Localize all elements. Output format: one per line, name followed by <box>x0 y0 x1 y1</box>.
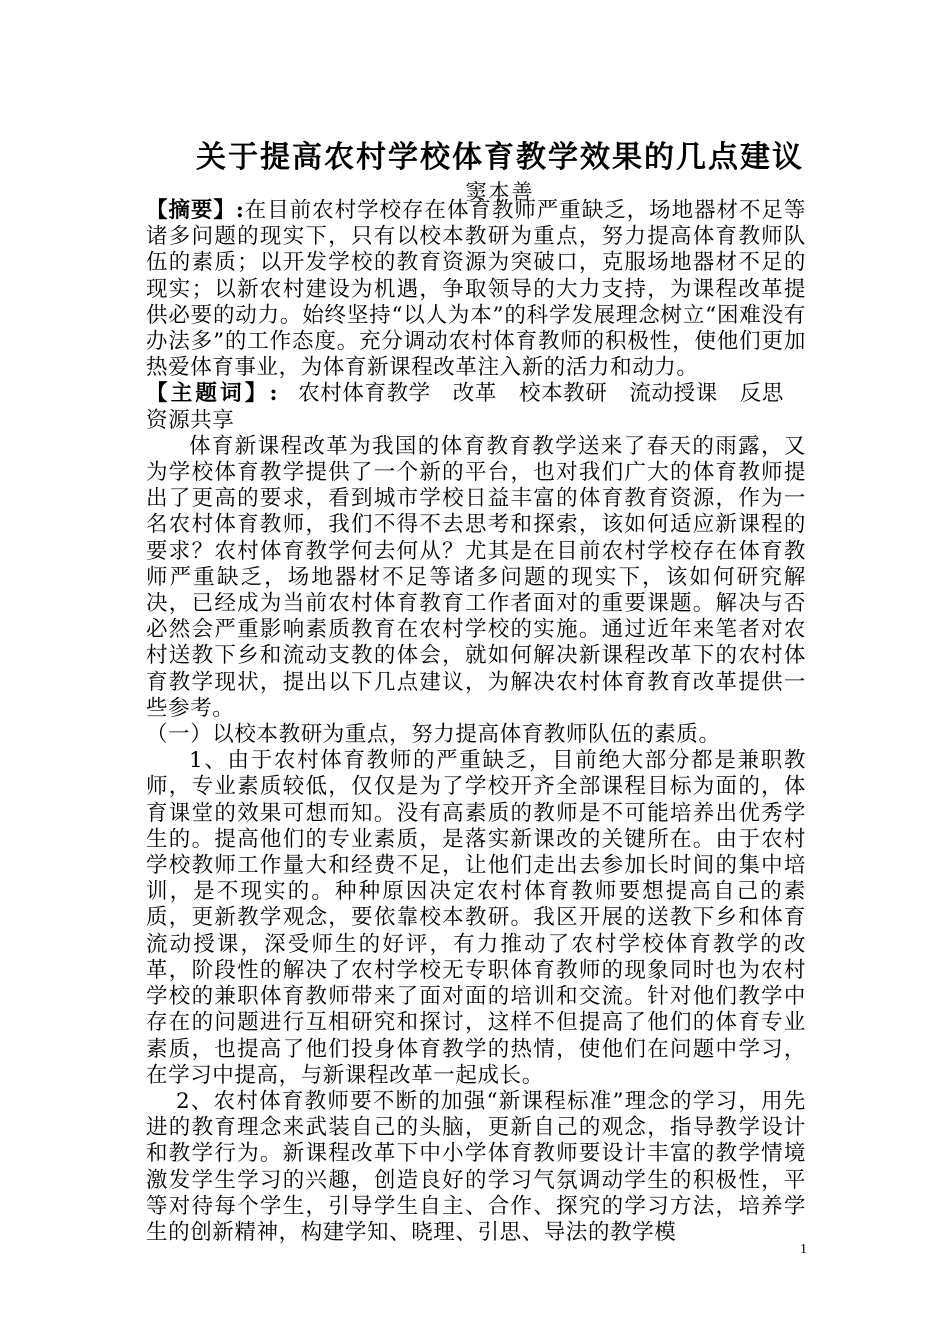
keyword-item: 流动授课 <box>629 381 718 407</box>
abstract-label: 【摘要】: <box>146 198 245 223</box>
document-body <box>146 198 806 1246</box>
keywords-label: 【主题词】: <box>146 381 279 407</box>
keyword-item: 校本教研 <box>518 381 608 407</box>
abstract-text: 在目前农村学校存在体育教师严重缺乏，场地器材不足等诸多问题的现实下，只有以校本教研为重点，努力提高体育教师队伍的素质；以开发学校的教育资源为突破口，克服场地器材不足的现实；以新农村建设为机遇，争取领导的大力支持，为课程改革提供必要的动力。始终坚持“以人为本”的科学发展理念树立“困难没有办法多”的工作态度。充分调动农村体育教师的积极性，使他们更加热爱体育事业，为体育新课程改革注入新的活力和动力。 <box>146 198 807 381</box>
page-number: 1 <box>800 1242 807 1257</box>
author-name: 窦本善 <box>465 180 535 204</box>
keywords-paragraph <box>146 381 806 433</box>
abstract-paragraph <box>146 198 806 381</box>
point-paragraph-1: 1、由于农村体育教师的严重缺乏，目前绝大部分都是兼职教师，专业素质较低，仅仅是为了学校开齐全部课程目标为面的，体育课堂的效果可想而知。没有高素质的教师是不可能培养出优秀学生的。提高他们的专业素质，是落实新课改的关键所在。由于农村学校教师工作量大和经费不足，让他们走出去参加长时间的集中培训，是不现实的。种种原因决定农村体育教师要想提高自己的素质，更新教学观念，要依靠校本教研。我区开展的送教下乡和体育流动授课，深受师生的好评，有力推动了农村学校体育教学的改革，阶段性的解决了农村学校无专职体育教师的现象同时也为农村学校的兼职体育教师带来了面对面的培训和交流。针对他们教学中存在的问题进行互相研究和探讨，这样不但提高了他们的体育专业素质，也提高了他们投身体育教学的热情，使他们在问题中学习，在学习中提高，与新课程改革一起成长。 <box>146 748 806 1088</box>
keyword-item: 反思 <box>739 381 784 407</box>
point-paragraph-2: 2、农村体育教师要不断的加强“新课程标准”理念的学习，用先进的教育理念来武装自己的头脑，更新自己的观念，指导教学设计和教学行为。新课程改革下中小学体育教师要设计丰富的教学情境激发学生学习的兴趣，创造良好的学习气氛调动学生的积极性，平等对待每个学生，引导学生自主、合作、探究的学习方法，培养学生的创新精神，构建学知、晓理、引思、导法的教学模 <box>146 1088 806 1245</box>
document-title: 关于提高农村学校体育教学效果的几点建议 <box>196 140 804 175</box>
keyword-item: 农村体育教学 <box>298 381 431 407</box>
keyword-item: 改革 <box>452 381 497 407</box>
intro-paragraph: 体育新课程改革为我国的体育教育教学送来了春天的雨露，又为学校体育教学提供了一个新的平台，也对我们广大的体育教师提出了更高的要求，看到城市学校日益丰富的体育教育资源，作为一名农村体育教师，我们不得不去思考和探索，该如何适应新课程的要求？农村体育教学何去何从？尤其是在目前农村学校存在体育教师严重缺乏，场地器材不足等诸多问题的现实下，该如何研究解决，已经成为当前农村体育教育工作者面对的重要课题。解决与否必然会严重影响素质教育在农村学校的实施。通过近年来笔者对农村送教下乡和流动支教的体会，就如何解决新课程改革下的农村体育教学现状，提出以下几点建议，为解决农村体育教育改革提供一些参考。 <box>146 433 806 721</box>
keyword-item: 资源共享 <box>146 407 235 433</box>
section-heading: （一）以校本教研为重点，努力提高体育教师队伍的素质。 <box>146 722 721 748</box>
